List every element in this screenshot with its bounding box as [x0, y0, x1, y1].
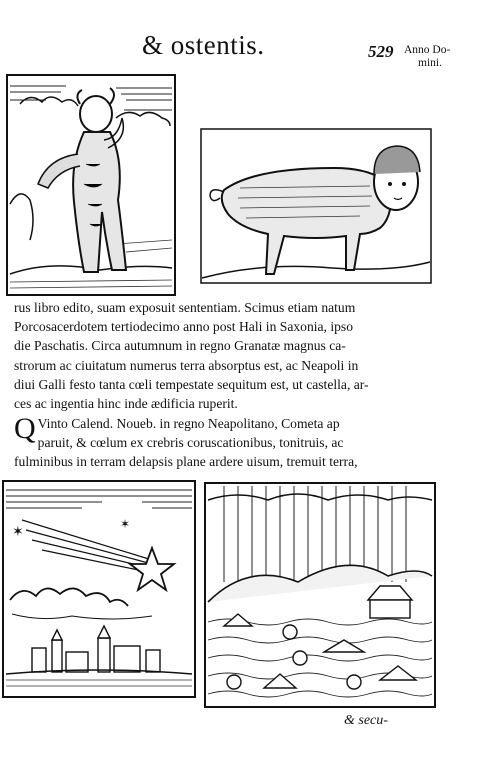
pig-woodcut [200, 128, 432, 284]
text-line: strorum ac ciuitatum numerus terra absorptus est, ac Neapoli in [14, 357, 359, 373]
text-line: paruit, & cœlum ex crebris coruscationibus, tonitruis, ac [37, 435, 344, 451]
text-line: Vinto Calend. Noueb. in regno Neapolitano, Cometa ap [37, 416, 340, 431]
text-line: die Paschatis. Circa autumnum in regno Granatæ magnus ca- [14, 338, 346, 354]
text-line: ces ac ingentia hinc inde ædificia ruperit. [14, 396, 238, 412]
svg-text:✶: ✶ [12, 524, 24, 540]
folio-number: 529 [368, 42, 394, 61]
catchword: & secu- [344, 713, 388, 728]
anno-line-1: Anno Do- [404, 44, 451, 56]
svg-text:✶: ✶ [120, 517, 131, 531]
text-line: rus libro edito, suam exposuit sententiam. Scimus etiam natum [14, 300, 356, 315]
anno-domini-marginal [404, 44, 464, 70]
running-title: & ostentis. [142, 30, 265, 60]
anno-line-2: mini. [418, 57, 442, 69]
drop-capital: Q [14, 412, 36, 445]
upper-text-block [14, 298, 406, 413]
text-line: diui Galli festo tanta cœli tempestate sequitum est, ut castella, ar- [14, 376, 369, 392]
text-line: fulminibus in terram delapsis plane ardere uisum, tremuit terra, [14, 454, 358, 470]
text-line: Porcosacerdotem tertiodecimo anno post Hali in Saxonia, ipso [14, 319, 354, 335]
lower-text-block [14, 414, 406, 472]
monster-woodcut [6, 74, 176, 296]
flood-woodcut [204, 482, 436, 708]
comet-woodcut [2, 480, 196, 698]
